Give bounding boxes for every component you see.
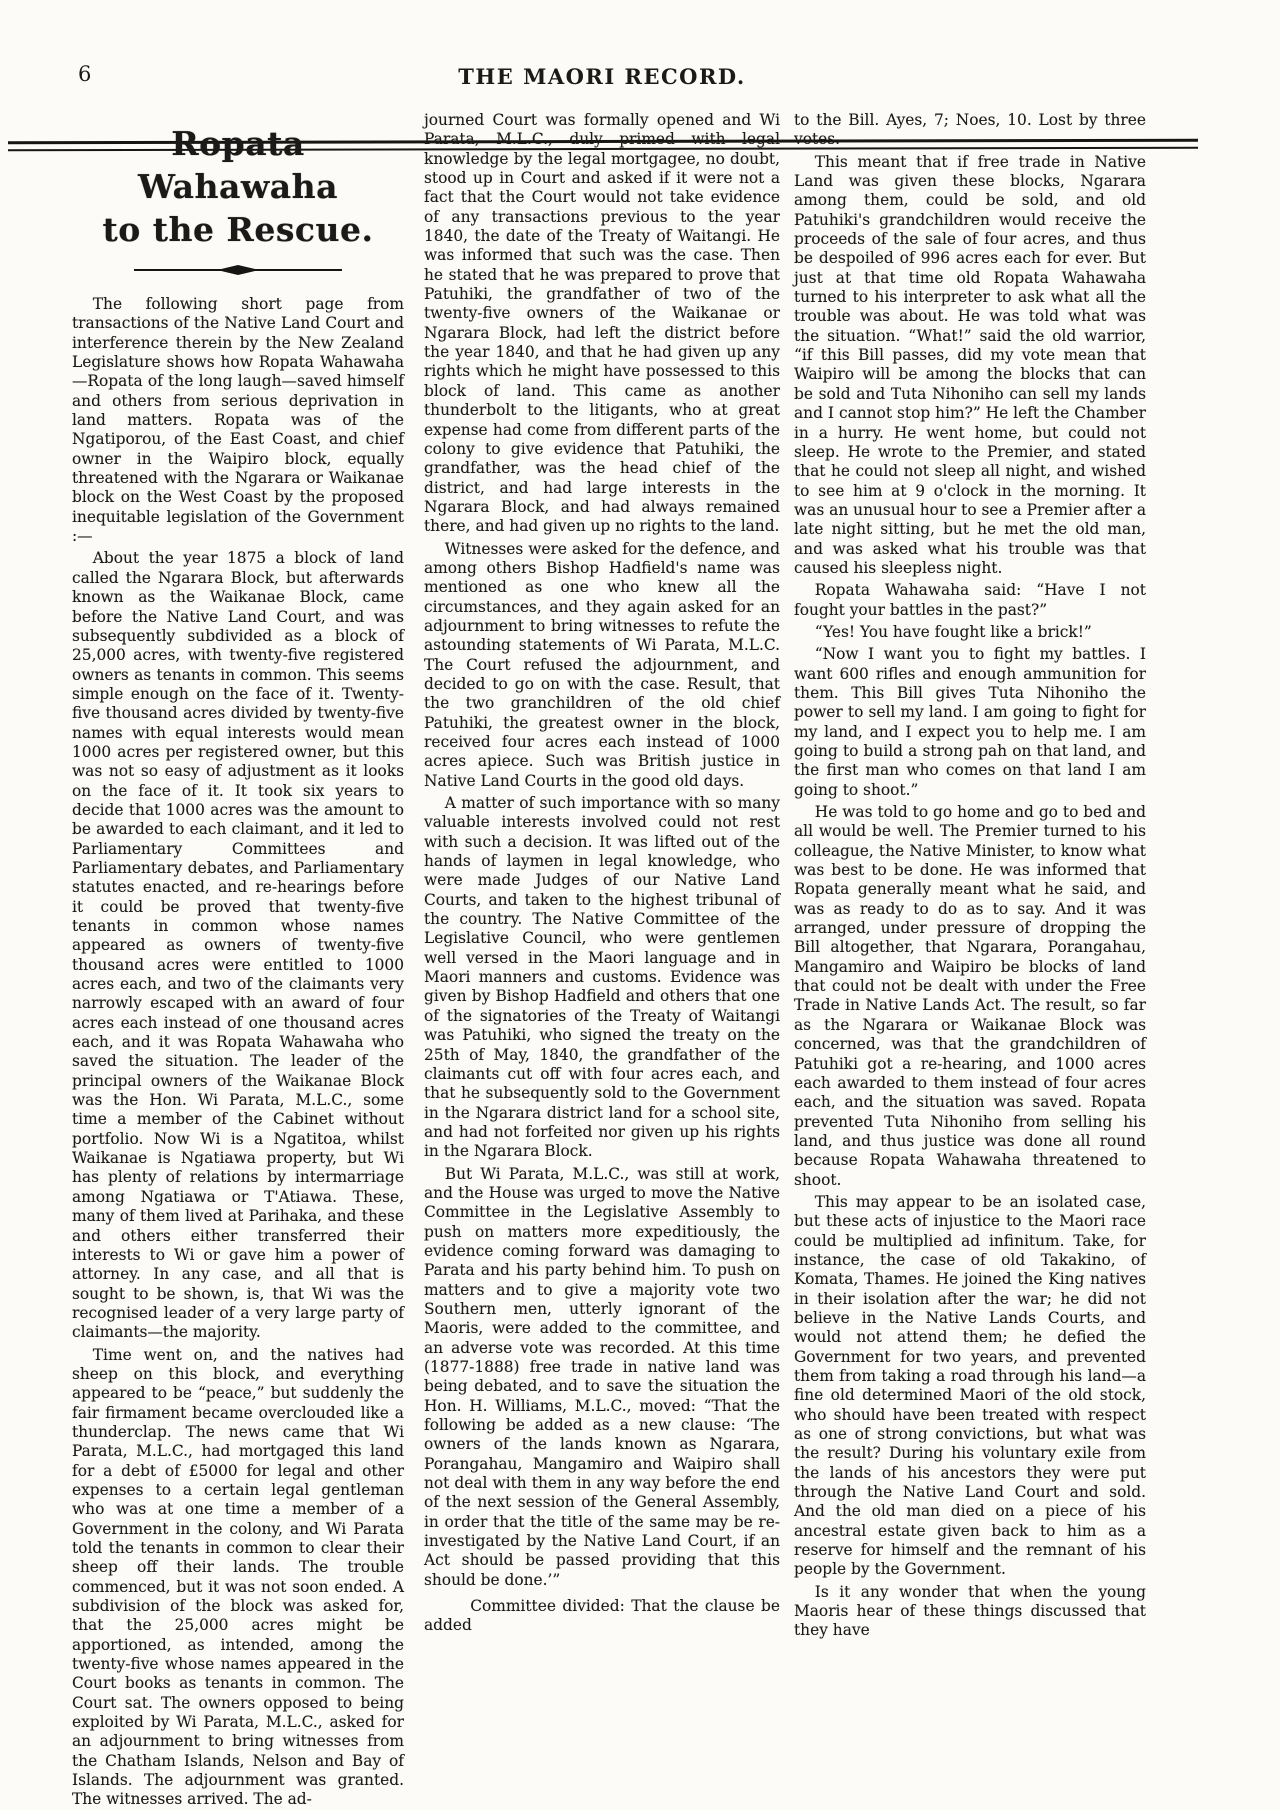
paragraph: journed Court was formally opened and Wi Parata, M.L.C., duly primed with legal knowledge by the legal mortgagee, no doubt, stood up in Court and asked if it were not a fact that the Court would not take evidence of any transactions previous to the year 1840, the date of the Treaty of Waitangi. He was informed that such was the case. Then he stated that he was prepared to prove that Patuhiki, the grandfather of two of the twenty-five owners of the Waikanae or Ngarara Block, had left the district before the year 1840, and that he had given up any rights which he might have possessed to this block of land. This came as another thunderbolt to the litigants, who at great expense had come from different parts of the colony to give evidence that Patuhiki, the grandfather, was the head chief of the district, and had large interests in the Ngarara Block, and had always remained there, and had given up no rights to the land. — [424, 111, 780, 536]
paragraph: “Yes! You have fought like a brick!” — [814, 622, 1092, 641]
paragraph: He was told to go home and go to bed and all would be well. The Premier turned to his colleague, the Native Minister, to know what was best to be done. He was informed that Ropata generally meant what he said, and was as ready to do as to say. And it was arranged, under pressure of dropping the Bill altogether, that Ngarara, Porangahau, Mangamiro and Waipiro be blocks of land that could not be dealt with under the Free Trade in Native Lands Act. The result, so far as the Ngarara or Waikanae Block was concerned, was that the grandchildren of Patuhiki got a re-hearing, and 1000 acres each awarded to them instead of four acres each, and the situation was saved. Ropata prevented Tuta Nihoniho from selling his land, and thus justice was done all round because Ropata Wahawaha threatened to shoot. — [794, 803, 1146, 1189]
ornament-rule-left — [134, 269, 221, 271]
article-headline — [72, 122, 404, 251]
paragraph: Is it any wonder that when the young Maoris hear of these things discussed that they have — [794, 1582, 1146, 1640]
paragraph: Time went on, and the natives had sheep on this block, and everything appeared to be “peace,” but suddenly the fair firmament became overclouded like a thunderclap. The news came that Wi Parata, M.L.C., had mortgaged this land for a debt of £5000 for legal and other expenses to a certain legal gentleman who was at one time a member of a Government in the colony, and Wi Parata told the tenants in common to clear their sheep off their lands. The trouble commenced, but it was not soon ended. A subdivision of the block was asked for, that the 25,000 acres might be apportioned, as intended, among the twenty-five whose names appeared in the Court books as tenants in common. The Court sat. The owners opposed to being exploited by Wi Parata, M.L.C., asked for an adjournment to bring witnesses from the Chatham Islands, Nelson and Bay of Islands. The adjournment was granted. The witnesses arrived. The ad- — [72, 1345, 404, 1809]
paragraph: But Wi Parata, M.L.C., was still at work, and the House was urged to move the Native Committee in the Legislative Assembly to push on matters more expeditiously, the evidence coming forward was damaging to Parata and his party behind him. To push on matters and to give a majority vote two Southern men, utterly ignorant of the Maoris, were added to the committee, and an adverse vote was recorded. At this time (1877-1888) free trade in native land was being debated, and to save the situation the Hon. H. Williams, M.L.C., moved: “That the following be added as a new clause: ‘The owners of the lands known as Ngarara, Porangahau, Mangamiro and Waipiro shall not deal with them in any way before the end of the next session of the General Assembly, in order that the title of the same may be re-investigated by the Native Land Court, if an Act should be passed providing that this should be done.’” — [424, 1164, 780, 1589]
headline-divider-ornament — [134, 265, 342, 275]
paragraph: A matter of such importance with so many valuable interests involved could not rest with such a decision. It was lifted out of the hands of laymen in legal knowledge, who were made Judges of our Native Land Courts, and taken to the highest tribunal of the country. The Native Committee of the Legislative Council, who were gentlemen well versed in the Maori language and in Maori manners and customs. Evidence was given by Bishop Hadfield and others that one of the signatories of the Treaty of Waitangi was Patuhiki, who signed the treaty on the 25th of May, 1840, the grandfather of the claimants cut off with four acres each, and that he subsequently sold to the Government in the Ngarara district land for a school site, and had not forfeited nor given up his rights in the Ngarara Block. — [424, 794, 780, 1161]
page-number: 6 — [78, 62, 92, 86]
diamond-icon — [217, 265, 259, 275]
paragraph: “Now I want you to fight my battles. I want 600 rifles and enough ammunition for them. This Bill gives Tuta Nihoniho the power to sell my land. I am going to fight for my land, and I expect you to help me. I am going to build a strong pah on that land, and the first man who comes on that land I am going to shoot.” — [794, 645, 1146, 799]
paragraph: This meant that if free trade in Native Land was given these blocks, Ngarara among them, could be sold, and old Patuhiki's grandchildren would receive the proceeds of the sale of four acres, and thus be despoiled of 996 acres each for ever. But just at that time old Ropata Wahawaha turned to his interpreter to ask what all the trouble was about. He was told what was the situation. “What!” said the old warrior, “if this Bill passes, did my vote mean that Waipiro will be among the blocks that can be sold and Tuta Nihoniho can sell my lands and I cannot stop him?” He left the Chamber in a hurry. He went home, but could not sleep. He wrote to the Premier, and stated that he could not sleep all night, and wished to see him at 9 o'clock in the morning. It was an unusual hour to see a Premier after a late night sitting, but he met the old man, and was asked what his trouble was that caused his sleepless night. — [794, 152, 1146, 577]
paragraph: About the year 1875 a block of land called the Ngarara Block, but afterwards known as the Waikanae Block, came before the Native Land Court, and was subsequently subdivided as a block of 25,000 acres, with twenty-five registered owners as tenants in common. This seems simple enough on the face of it. Twenty-five thousand acres divided by twenty-five names with equal interests would mean 1000 acres per registered owner, but this was not so easy of adjustment as it looks on the face of it. It took six years to decide that 1000 acres was the amount to be awarded to each claimant, and it led to Parliamentary Committees and Parliamentary debates, and Parliamentary statutes enacted, and re-hearings before it could be proved that twenty-five tenants in common whose names appeared as owners of twenty-five thousand acres were entitled to 1000 acres each, and two of the claimants very narrowly escaped with an award of four acres each instead of one thousand acres each, and it was Ropata Wahawaha who saved the situation. The leader of the principal owners of the Waikanae Block was the Hon. Wi Parata, M.L.C., some time a member of the Cabinet without portfolio. Now Wi is a Ngatitoa, whilst Waikanae is Ngatiawa property, but Wi has plenty of relations by intermarriage among Ngatiawa or T'Atiawa. These, many of them lived at Parihaka, and these and others either transferred their interests to Wi or gave him a power of attorney. In any case, and all that is sought to be shown, is, that Wi was the recognised leader of a very large party of claimants—the majority. — [72, 549, 404, 1342]
paragraph: The following short page from transactions of the Native Land Court and interference therein by the New Zealand Legislature shows how Ropata Wahawaha—Ropata of the long laugh—saved himself and others from serious deprivation in land matters. Ropata was of the Ngatiporou, of the East Coast, and chief owner in the Waipiro block, equally threatened with the Ngarara or Waikanae block on the West Coast by the proposed inequitable legislation of the Government :— — [72, 295, 404, 546]
headline-line-1: Ropata Wahawaha — [137, 124, 339, 206]
masthead-title: THE MAORI RECORD. — [458, 64, 746, 89]
column-2 — [424, 111, 780, 1636]
column-1 — [72, 112, 404, 1810]
paragraph: to the Bill. Ayes, 7; Noes, 10. Lost by three votes. — [794, 111, 1146, 149]
paragraph: Committee divided: That the clause be added — [424, 1597, 780, 1635]
headline-line-2: to the Rescue. — [102, 210, 374, 249]
paragraph: This may appear to be an isolated case, but these acts of injustice to the Maori race could be multiplied ad infinitum. Take, for instance, the case of old Takakino, of Komata, Thames. He joined the King natives in their isolation after the war; he did not believe in the Native Lands Courts, and would not attend them; he defied the Government for two years, and prevented them from taking a road through his land—a fine old determined Maori of the old stock, who should have been treated with respect as one of strong convictions, but what was the result? During his voluntary exile from the lands of his ancestors they were put through the Native Land Court and sold. And the old man died on a piece of his ancestral estate given back to him as a reserve for himself and the remnant of his people by the Government. — [794, 1192, 1146, 1579]
column-3 — [794, 111, 1146, 1641]
paragraph: Witnesses were asked for the defence, and among others Bishop Hadfield's name was mentioned as one who knew all the circumstances, and they again asked for an adjournment to bring witnesses to refute the astounding statements of Wi Parata, M.L.C. The Court refused the adjournment, and decided to go on with the case. Result, that the two granchildren of the old chief Patuhiki, the greatest owner in the block, received four acres each instead of 1000 acres apiece. Such was British justice in Native Land Courts in the good old days. — [424, 539, 780, 790]
paragraph: Ropata Wahawaha said: “Have I not fought your battles in the past?” — [794, 581, 1146, 619]
ornament-rule-right — [255, 269, 342, 271]
